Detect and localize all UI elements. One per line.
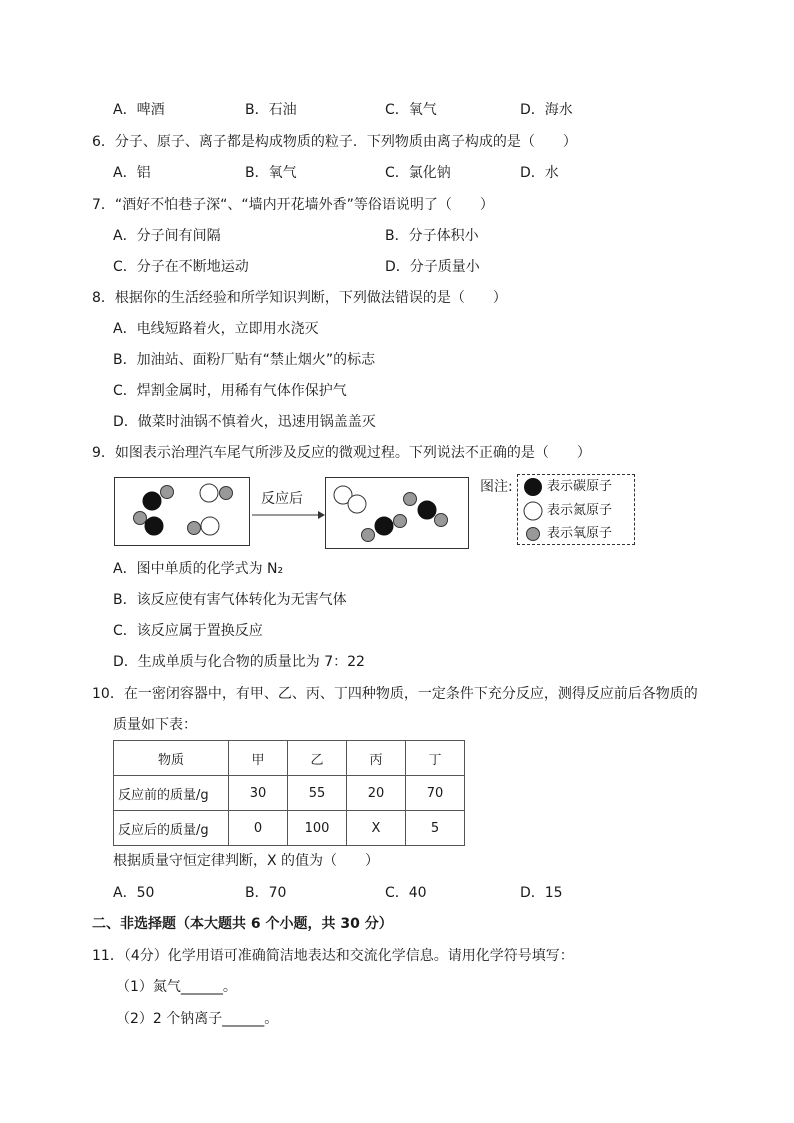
- q10-stem-line1: 10．在一密闭容器中，有甲、乙、丙、丁四种物质，一定条件下充分反应，测得反应前后各物质的: [92, 686, 698, 702]
- oxygen-atom: [435, 514, 448, 527]
- q6-option-c: C．氯化钠: [385, 165, 451, 181]
- nitrogen-legend-icon: [524, 502, 542, 520]
- q7-option-b: B．分子体积小: [385, 228, 479, 244]
- table-cell: 70: [406, 776, 465, 811]
- q8-stem: 8．根据你的生活经验和所学知识判断，下列做法错误的是（ ）: [92, 290, 507, 306]
- table-header-cell: 丁: [406, 741, 465, 776]
- table-header-cell: 乙: [288, 741, 347, 776]
- q9-stem: 9．如图表示治理汽车尾气所涉及反应的微观过程。下列说法不正确的是（ ）: [92, 445, 591, 461]
- q8-option-b: B．加油站、面粉厂贴有“禁止烟火”的标志: [113, 352, 376, 368]
- legend-carbon: 表示碳原子: [547, 479, 613, 494]
- legend-title: 图注:: [480, 479, 513, 495]
- q10-option-c: C．40: [385, 885, 427, 901]
- carbon-atom: [143, 492, 161, 510]
- nitrogen-atom: [348, 495, 366, 513]
- oxygen-atom: [134, 512, 147, 525]
- table-cell: 反应后的质量/g: [114, 811, 229, 846]
- q9-option-c: C．该反应属于置换反应: [113, 623, 263, 639]
- q5-option-c: C．氧气: [385, 102, 437, 118]
- q9-option-d: D．生成单质与化合物的质量比为 7：22: [113, 654, 365, 670]
- q5-option-a: A．啤酒: [113, 102, 165, 118]
- nitrogen-atom: [201, 517, 219, 535]
- table-cell: 反应前的质量/g: [114, 776, 229, 811]
- table-cell: 5: [406, 811, 465, 846]
- table-row: [114, 776, 465, 811]
- table-row: [114, 811, 465, 846]
- q7-stem: 7．“酒好不怕巷子深“、“墙内开花墙外香”等俗语说明了（ ）: [92, 197, 494, 213]
- legend-oxygen: 表示氧原子: [547, 526, 613, 541]
- nitrogen-atom: [200, 484, 218, 502]
- q6-option-d: D．水: [520, 165, 559, 181]
- q10-question: 根据质量守恒定律判断，X 的值为（ ）: [113, 853, 380, 869]
- oxygen-atom: [161, 486, 174, 499]
- q6-option-a: A．铝: [113, 165, 151, 181]
- arrow-label: 反应后: [261, 491, 303, 507]
- q10-option-a: A．50: [113, 885, 155, 901]
- q11-item-1: （1）氮气______。: [116, 979, 237, 995]
- oxygen-atom: [362, 529, 375, 542]
- q5-option-b: B．石油: [245, 102, 297, 118]
- carbon-atom: [375, 517, 393, 535]
- table-header-cell: 丙: [347, 741, 406, 776]
- q11-item-2: （2）2 个钠离子______。: [116, 1011, 279, 1027]
- q7-option-d: D．分子质量小: [385, 259, 480, 275]
- legend-nitrogen: 表示氮原子: [547, 503, 613, 518]
- section-heading: 二、非选择题（本大题共 6 个小题，共 30 分）: [92, 916, 393, 932]
- q6-option-b: B．氧气: [245, 165, 297, 181]
- table-header-cell: 甲: [229, 741, 288, 776]
- arrow-head: [318, 511, 325, 519]
- table-header-row: [114, 741, 465, 776]
- oxygen-legend-icon: [527, 528, 540, 541]
- q8-option-a: A．电线短路着火，立即用水浇灭: [113, 321, 319, 337]
- legend-symbols: [517, 474, 547, 544]
- carbon-atom: [418, 501, 436, 519]
- oxygen-atom: [394, 515, 407, 528]
- carbon-legend-icon: [524, 478, 542, 496]
- q11-stem: 11．（4分）化学用语可准确简洁地表达和交流化学信息。请用化学符号填写：: [92, 948, 574, 964]
- table-cell: 30: [229, 776, 288, 811]
- q8-option-c: C．焊割金属时，用稀有气体作保护气: [113, 383, 347, 399]
- table-cell: 100: [288, 811, 347, 846]
- carbon-atom: [145, 517, 163, 535]
- q9-option-a: A．图中单质的化学式为 N₂: [113, 561, 284, 577]
- oxygen-atom: [188, 522, 201, 535]
- q8-option-d: D．做菜时油锅不慎着火，迅速用锅盖盖灭: [113, 414, 376, 430]
- q10-option-b: B．70: [245, 885, 287, 901]
- table-cell: X: [347, 811, 406, 846]
- table-cell: 20: [347, 776, 406, 811]
- q7-option-a: A．分子间有间隔: [113, 228, 221, 244]
- q9-option-b: B．该反应使有害气体转化为无害气体: [113, 592, 347, 608]
- mass-table: [113, 740, 465, 846]
- table-header-cell: 物质: [114, 741, 229, 776]
- q6-stem: 6．分子、原子、离子都是构成物质的粒子．下列物质由离子构成的是（ ）: [92, 134, 577, 150]
- oxygen-atom: [220, 487, 233, 500]
- q10-stem-line2: 质量如下表：: [113, 717, 197, 733]
- q5-option-d: D．海水: [520, 102, 573, 118]
- q10-option-d: D．15: [520, 885, 563, 901]
- table-cell: 55: [288, 776, 347, 811]
- oxygen-atom: [404, 493, 417, 506]
- table-cell: 0: [229, 811, 288, 846]
- q7-option-c: C．分子在不断地运动: [113, 259, 249, 275]
